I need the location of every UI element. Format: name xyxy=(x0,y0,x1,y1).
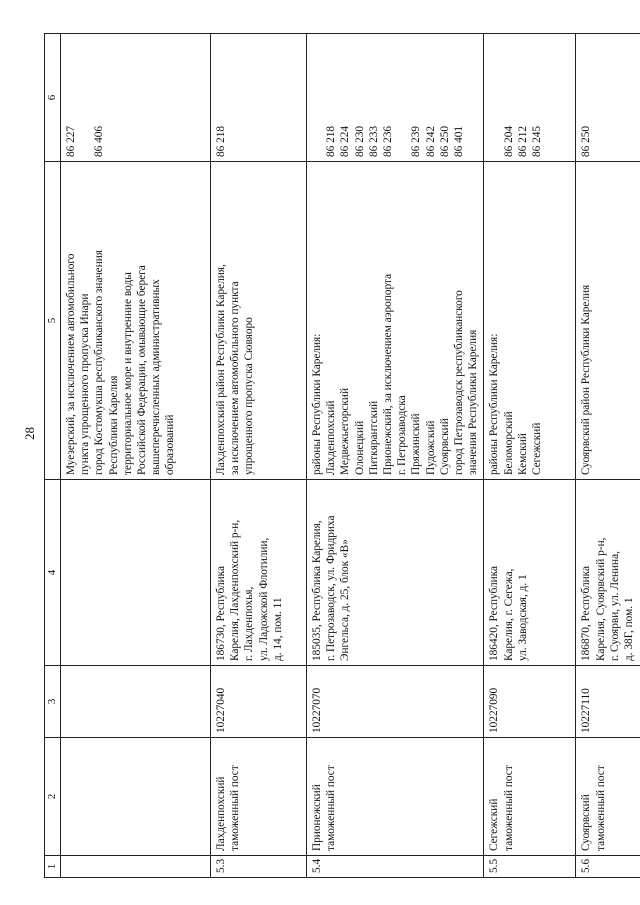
address-line: 186730, Республика xyxy=(215,565,227,661)
column-header: 5 xyxy=(45,162,61,480)
address-cell xyxy=(307,480,484,666)
okato-code xyxy=(466,38,480,157)
okato-code: 86 218 xyxy=(325,125,338,157)
area-line: вышеперечисленных административных xyxy=(150,279,163,475)
okato-code: 86 245 xyxy=(531,125,544,157)
post-code: 10227090 xyxy=(488,687,501,733)
area-line: Кемский xyxy=(516,433,529,475)
continuation-row xyxy=(61,34,211,878)
address-line: Карелия, Лахденпохский р-н, xyxy=(229,519,242,661)
address-line: 185035, Республика Карелия, xyxy=(311,520,323,661)
post-name-line: таможенный пост xyxy=(502,765,515,851)
okato-code: 86 204 xyxy=(502,125,515,157)
post-name-cell xyxy=(576,738,640,856)
area-line: Сегежский xyxy=(531,422,544,475)
header-row xyxy=(45,34,61,878)
column-header: 1 xyxy=(45,856,61,878)
address-line: Карелия, Суоярвский р-н, xyxy=(594,537,607,661)
address-line: д. 38Г, пом. 1 xyxy=(623,597,636,661)
post-code: 10227110 xyxy=(580,688,593,733)
area-line: районы Республики Карелия: xyxy=(488,333,501,475)
okato-code xyxy=(78,38,92,157)
area-line: Лахденпохский xyxy=(325,400,338,475)
area-line: значения Республики Карелия xyxy=(467,329,480,475)
area-line: Прионежский, за исключением аэропорта xyxy=(382,273,395,475)
row-number: 5.5 xyxy=(488,858,501,873)
area-line: Республики Карелия xyxy=(107,375,120,475)
okato-code: 86 230 xyxy=(353,125,366,157)
table-cell xyxy=(61,856,211,878)
address-line: 186870, Республика xyxy=(580,565,593,661)
area-line: Лахденпохский район Республики Карелия, xyxy=(215,264,227,475)
post-code: 10227040 xyxy=(215,687,227,733)
customs-posts-table xyxy=(44,33,640,878)
address-line: Энгельса, д. 25, блок «В» xyxy=(339,539,352,661)
num-cell xyxy=(484,856,576,878)
okato-code: 86 401 xyxy=(453,125,466,157)
area-line: Суоярвский xyxy=(438,418,451,475)
column-header: 6 xyxy=(45,34,61,162)
table-row xyxy=(211,34,307,878)
address-line: г. Лахденпохья, xyxy=(243,586,256,661)
area-cell xyxy=(484,162,576,480)
code-cell xyxy=(576,666,640,738)
column-header: 4 xyxy=(45,480,61,666)
okato-cell xyxy=(307,34,484,162)
code-cell xyxy=(484,666,576,738)
area-cell xyxy=(61,162,211,480)
area-line: Пудожский xyxy=(424,420,437,475)
okato-code xyxy=(395,38,409,157)
post-name-line: таможенный пост xyxy=(325,765,338,851)
area-line: город Костомукша республиканского значения xyxy=(93,250,106,475)
address-line: 186420, Республика xyxy=(488,565,501,661)
area-line: Олонецкий xyxy=(353,420,366,475)
okato-code: 86 239 xyxy=(410,125,423,157)
area-cell xyxy=(211,162,307,480)
post-name-line: Прионежский xyxy=(311,784,323,851)
post-name-line: таможенный пост xyxy=(594,765,607,851)
okato-code: 86 406 xyxy=(93,125,106,157)
row-number: 5.6 xyxy=(580,858,593,873)
area-line: Муезерский, за исключением автомобильного xyxy=(65,253,77,475)
area-line: г. Петрозаводска xyxy=(396,395,409,475)
okato-code: 86 250 xyxy=(580,125,593,157)
address-cell xyxy=(211,480,307,666)
okato-code: 86 236 xyxy=(382,125,395,157)
post-name-line: Суоярвский xyxy=(580,794,593,851)
area-line: пункта упрощенного пропуска Инари xyxy=(79,293,92,475)
post-name-line: таможенный пост xyxy=(229,765,242,851)
post-name-cell xyxy=(211,738,307,856)
post-name-line: Лахденпохский xyxy=(215,776,227,851)
table-cell xyxy=(61,480,211,666)
area-line: упрощенного пропуска Сювяоро xyxy=(243,317,256,475)
num-cell xyxy=(211,856,307,878)
area-line: районы Республики Карелия: xyxy=(311,333,323,475)
area-cell xyxy=(307,162,484,480)
table-cell xyxy=(61,666,211,738)
okato-code: 86 212 xyxy=(516,125,529,157)
area-line: Пряжинский xyxy=(410,413,423,475)
table-cell xyxy=(61,738,211,856)
table-row xyxy=(484,34,576,878)
num-cell xyxy=(307,856,484,878)
address-cell xyxy=(484,480,576,666)
area-cell xyxy=(576,162,640,480)
area-line: Беломорский xyxy=(502,411,515,475)
address-line: ул. Заводская, д. 1 xyxy=(516,574,529,661)
rotated-page xyxy=(44,34,640,878)
address-line: ул. Ладожской Флотилии, xyxy=(257,537,270,661)
post-name-cell xyxy=(307,738,484,856)
address-line: г. Петрозаводск, ул. Фридриха xyxy=(325,515,338,661)
column-header: 2 xyxy=(45,738,61,856)
column-header: 3 xyxy=(45,666,61,738)
okato-code: 86 250 xyxy=(438,125,451,157)
okato-code xyxy=(310,38,324,157)
address-cell xyxy=(576,480,640,666)
okato-code: 86 242 xyxy=(424,125,437,157)
okato-code: 86 227 xyxy=(65,125,77,157)
okato-code: 86 233 xyxy=(367,125,380,157)
row-number: 5.3 xyxy=(215,858,227,873)
code-cell xyxy=(211,666,307,738)
area-line: Российской Федерации, омывающие берега xyxy=(136,265,149,475)
post-name-cell xyxy=(484,738,576,856)
code-cell xyxy=(307,666,484,738)
area-line: за исключением автомобильного пункта xyxy=(229,281,242,475)
area-line: Медвежьегорский xyxy=(339,387,352,475)
area-line: город Петрозаводск республиканского xyxy=(453,290,466,475)
post-name-line: Сегежский xyxy=(488,798,501,851)
okato-code: 86 224 xyxy=(339,125,352,157)
okato-code: 86 218 xyxy=(215,125,227,157)
table-row xyxy=(307,34,484,878)
okato-cell xyxy=(61,34,211,162)
post-code: 10227070 xyxy=(311,687,323,733)
area-line: образований xyxy=(164,414,177,475)
address-line: д. 14, пом. 11 xyxy=(271,597,284,661)
okato-code xyxy=(487,38,501,157)
page-number: 28 xyxy=(22,427,37,440)
row-number: 5.4 xyxy=(311,858,323,873)
okato-cell xyxy=(484,34,576,162)
okato-cell xyxy=(576,34,640,162)
area-line: территориальное море и внутренние воды xyxy=(121,272,134,475)
area-line: Питкярантский xyxy=(367,400,380,475)
area-line: Суоярвский район Республики Карелия xyxy=(580,284,593,475)
num-cell xyxy=(576,856,640,878)
address-line: Карелия, г. Сегежа, xyxy=(502,568,515,661)
table-row xyxy=(576,34,640,878)
address-line: г. Суоярви, ул. Ленина, xyxy=(608,551,621,661)
okato-cell xyxy=(211,34,307,162)
